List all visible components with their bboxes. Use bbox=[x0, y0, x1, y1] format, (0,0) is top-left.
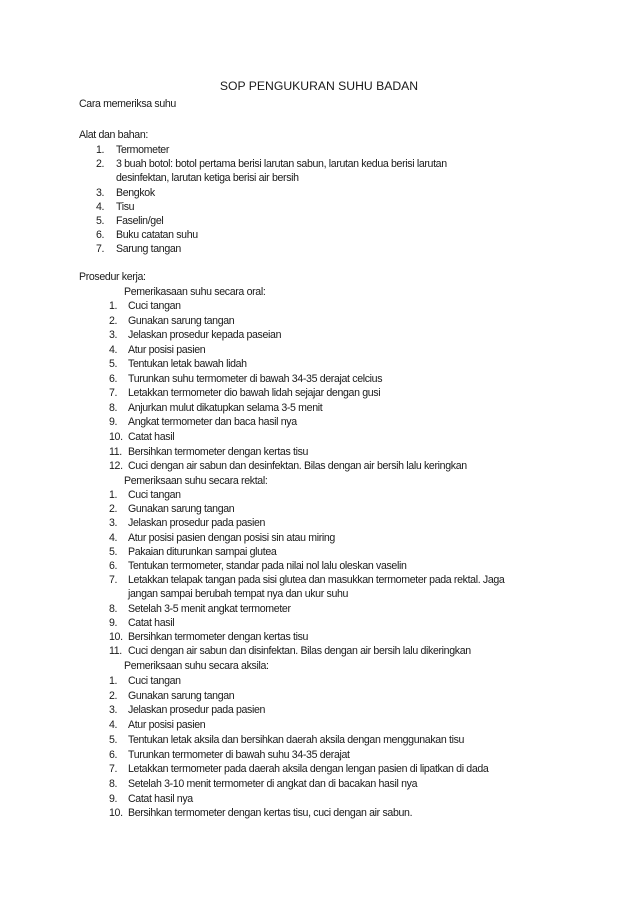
step-number: 5. bbox=[109, 545, 118, 558]
step-number: 7. bbox=[109, 574, 118, 587]
list-text: Sarung tangan bbox=[116, 243, 181, 255]
step-number: 9. bbox=[109, 416, 118, 429]
list-number: 3. bbox=[96, 187, 105, 199]
list-text: Buku catatan suhu bbox=[116, 229, 198, 241]
step-number: 4. bbox=[109, 343, 118, 356]
step-text: Jelaskan prosedur kepada paseian bbox=[128, 329, 282, 342]
aksila-subheading: Pemeriksaan suhu secara aksila: bbox=[124, 660, 269, 672]
step-number: 8. bbox=[109, 777, 118, 790]
step-text-continuation: jangan sampai berubah tempat nya dan ukur suhu bbox=[128, 588, 349, 601]
list-text: Termometer bbox=[116, 144, 170, 156]
step-text: Atur posisi pasien dengan posisi sin atau miring bbox=[128, 531, 335, 544]
step-number: 9. bbox=[109, 792, 118, 805]
step-text: Turunkan termometer di bawah suhu 34-35 derajat bbox=[128, 748, 350, 761]
step-number: 8. bbox=[109, 401, 118, 414]
list-text: 3 buah botol: botol pertama berisi larutan sabun, larutan kedua berisi larutan bbox=[116, 158, 447, 170]
step-text: Cuci tangan bbox=[128, 675, 181, 687]
step-text: Cuci dengan air sabun dan desinfektan. Bilas dengan air bersih lalu keringkan bbox=[128, 460, 467, 473]
step-number: 6. bbox=[109, 560, 118, 572]
step-text: Gunakan sarung tangan bbox=[128, 314, 235, 327]
step-text: Cuci dengan air sabun dan disinfektan. Bilas dengan air bersih lalu dikeringkan bbox=[128, 645, 471, 658]
list-text: Bengkok bbox=[116, 187, 155, 199]
list-text: Tisu bbox=[116, 201, 135, 213]
step-number: 11. bbox=[109, 645, 122, 658]
step-text: Setelah 3-10 menit termometer di angkat dan di bacakan hasil nya bbox=[128, 777, 418, 790]
step-text: Jelaskan prosedur pada pasien bbox=[128, 517, 266, 530]
oral-subheading: Pemerikasaan suhu secara oral: bbox=[124, 286, 266, 298]
list-number: 7. bbox=[96, 243, 105, 255]
step-number: 3. bbox=[109, 517, 118, 530]
step-number: 8. bbox=[109, 602, 118, 615]
step-number: 1. bbox=[109, 675, 118, 687]
list-number: 5. bbox=[96, 215, 105, 227]
step-text: Tentukan letak bawah lidah bbox=[128, 358, 247, 371]
step-text: Letakkan termometer pada daerah aksila dengan lengan pasien di lipatkan di dada bbox=[128, 763, 489, 776]
step-text: Catat hasil bbox=[128, 430, 175, 443]
step-number: 2. bbox=[109, 314, 118, 327]
step-text: Setelah 3-5 menit angkat termometer bbox=[128, 602, 291, 615]
step-text: Atur posisi pasien bbox=[128, 719, 206, 732]
step-text: Letakkan telapak tangan pada sisi glutea dan masukkan termometer pada rektal. Jaga bbox=[128, 574, 505, 587]
list-number: 6. bbox=[96, 229, 105, 241]
step-number: 11. bbox=[109, 445, 122, 458]
step-text: Gunakan sarung tangan bbox=[128, 689, 235, 702]
list-number: 4. bbox=[96, 201, 105, 213]
step-text: Cuci tangan bbox=[128, 300, 181, 312]
step-text: Bersihkan termometer dengan kertas tisu bbox=[128, 445, 309, 458]
prosedur-heading: Prosedur kerja: bbox=[79, 271, 146, 283]
step-text: Catat hasil bbox=[128, 616, 175, 629]
step-number: 5. bbox=[109, 733, 118, 746]
step-text: Atur posisi pasien bbox=[128, 343, 206, 356]
step-text: Catat hasil nya bbox=[128, 792, 193, 805]
step-text: Turunkan suhu termometer di bawah 34-35 derajat celcius bbox=[128, 372, 383, 385]
intro-text: Cara memeriksa suhu bbox=[79, 98, 176, 110]
step-number: 6. bbox=[109, 748, 118, 761]
step-number: 3. bbox=[109, 704, 118, 717]
step-number: 2. bbox=[109, 689, 118, 702]
step-text: Pakaian diturunkan sampai glutea bbox=[128, 545, 277, 558]
step-number: 3. bbox=[109, 329, 118, 342]
list-text-continuation: desinfektan, larutan ketiga berisi air bersih bbox=[116, 172, 299, 184]
list-number: 1. bbox=[96, 144, 105, 156]
alat-heading: Alat dan bahan: bbox=[79, 129, 148, 141]
step-number: 6. bbox=[109, 372, 118, 385]
step-number: 10. bbox=[109, 631, 123, 643]
step-number: 7. bbox=[109, 387, 118, 400]
step-number: 9. bbox=[109, 616, 118, 629]
step-text: Tentukan termometer, standar pada nilai nol lalu oleskan vaselin bbox=[128, 560, 407, 572]
step-number: 2. bbox=[109, 503, 118, 516]
step-text: Tentukan letak aksila dan bersihkan daerah aksila dengan menggunakan tisu bbox=[128, 733, 465, 746]
step-number: 5. bbox=[109, 358, 118, 371]
step-text: Bersihkan termometer dengan kertas tisu bbox=[128, 631, 309, 643]
step-text: Anjurkan mulut dikatupkan selama 3-5 menit bbox=[128, 401, 323, 414]
step-number: 4. bbox=[109, 719, 118, 732]
step-number: 7. bbox=[109, 763, 118, 776]
step-number: 1. bbox=[109, 489, 118, 501]
step-text: Gunakan sarung tangan bbox=[128, 503, 235, 516]
step-number: 10. bbox=[109, 807, 123, 820]
step-text: Letakkan termometer dio bawah lidah sejajar dengan gusi bbox=[128, 387, 381, 400]
step-text: Bersihkan termometer dengan kertas tisu, cuci dengan air sabun. bbox=[128, 807, 413, 820]
step-text: Cuci tangan bbox=[128, 489, 181, 501]
list-number: 2. bbox=[96, 158, 105, 170]
step-number: 4. bbox=[109, 531, 118, 544]
step-text: Angkat termometer dan baca hasil nya bbox=[128, 416, 297, 429]
list-text: Faselin/gel bbox=[116, 215, 164, 227]
step-number: 1. bbox=[109, 300, 118, 312]
step-number: 12. bbox=[109, 460, 123, 473]
page-title: SOP PENGUKURAN SUHU BADAN bbox=[219, 79, 419, 93]
step-number: 10. bbox=[109, 430, 123, 443]
step-text: Jelaskan prosedur pada pasien bbox=[128, 704, 266, 717]
rektal-subheading: Pemeriksaan suhu secara rektal: bbox=[124, 475, 268, 487]
